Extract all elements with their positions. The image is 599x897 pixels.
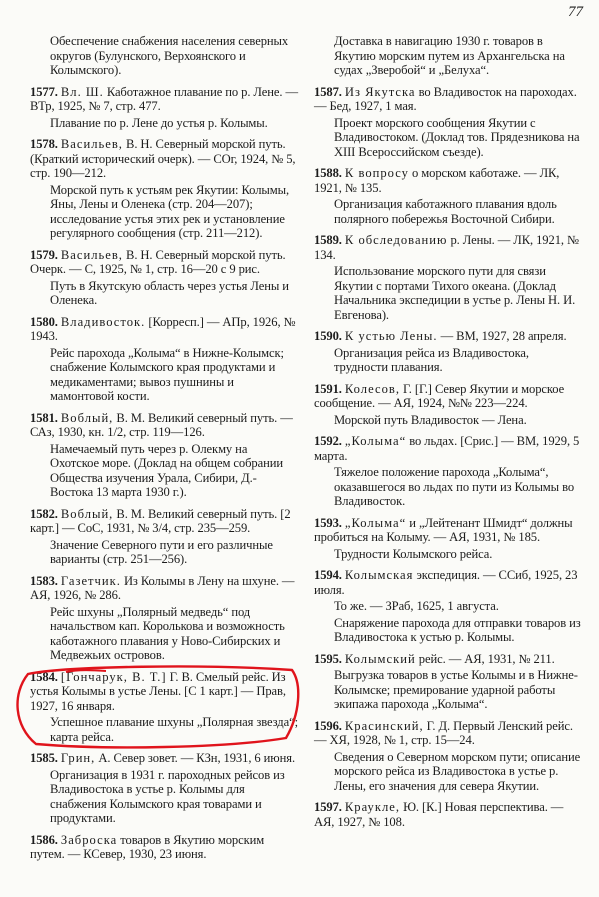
annotation-paragraph: Плавание по р. Лене до устья р. Колымы. (50, 115, 268, 130)
entry-citation: В. М. Великий северный путь. [2 карт.] — СоС, 1931, № 3/4, стр. 235—259. (30, 506, 291, 535)
entry-number: 1591. (314, 381, 342, 396)
bibliography-entry (314, 85, 584, 114)
entry-number: 1593. (314, 515, 342, 530)
entry-citation: Г. [Г.] Север Якутии и морское сообщение. — АЯ, 1924, №№ 223—224. (314, 381, 565, 410)
entry-citation: А. Север зовет. — КЗн, 1931, 6 июня. (98, 751, 295, 765)
bibliography-entry (30, 411, 298, 440)
entry-number: 1579. (30, 247, 58, 262)
annotation-paragraph: Организация в 1931 г. пароходных рейсов из Владивостока в устье р. Колымы для снабжения Колымского края товарами и продуктами. (50, 767, 285, 825)
bibliography-entry (314, 516, 584, 545)
entry-number: 1595. (314, 651, 342, 666)
entry-author: Колымская (344, 568, 414, 582)
entry-author: Владивосток. (60, 314, 146, 329)
entry-author: Воблый, (60, 506, 114, 521)
bibliography-entry (314, 166, 584, 195)
annotation-paragraph: Использование морского пути для связи Якутии с портами Тихого океана. (Доклад Начальника экспедиции в устье р. Лены Н. И. Евгенова). (334, 264, 576, 322)
entry-citation: и „Лейтенант Шмидт“ должны пробиться на Колыму. — АЯ, 1931, № 185. (314, 515, 573, 544)
right-column (314, 34, 584, 829)
entry-citation: Г. В. Смелый рейс. Из устья Колымы в устье Лены. [С 1 карт.] — Прав, 1927, 16 января. (30, 669, 286, 713)
entry-author: Вл. Ш. (60, 84, 104, 99)
bibliography-entry (30, 833, 298, 862)
entry-author: Колесов, (344, 381, 400, 396)
entry-number: 1596. (314, 718, 342, 733)
entry-author: „Колыма“ (344, 434, 407, 448)
bibliography-entry (314, 568, 584, 597)
annotation-paragraph: Рейс парохода „Колыма“ в Нижне-Колымск; снабжение Колымского края продуктами и медикаментами; вывоз пушнины и мамонтовой кости. (50, 345, 284, 403)
bibliography-entry (30, 315, 298, 344)
entry-number: 1583. (30, 573, 58, 588)
annotation-paragraph: Морской путь Владивосток — Лена. (334, 412, 527, 427)
annotation-paragraph: Значение Северного пути и его различные варианты (стр. 251—256). (50, 537, 273, 566)
entry-citation: Из Колымы в Лену на шхуне. — АЯ, 1926, № 286. (30, 573, 295, 602)
annotation-paragraph: Намечаемый путь через р. Олекму на Охотское море. (Доклад на общем собрании Общества изучения Урала, Сибири, Д.-Востока 13 марта 1930 г.). (50, 441, 284, 499)
bibliography-entry (30, 85, 298, 114)
entry-citation: В. М. Великий северный путь. — САз, 1930, кн. 1/2, стр. 119—126. (30, 410, 293, 439)
entry-author: Красинский, (344, 718, 424, 733)
entry-author: Из Якутска (344, 84, 416, 99)
entry-citation: р. Лены. — ЛК, 1921, № 134. (314, 233, 579, 262)
entry-citation: во Владивосток на пароходах. — Бед, 1927, 1 мая. (314, 84, 577, 113)
entry-number: 1592. (314, 434, 342, 448)
annotation-paragraph: Морской путь к устьям рек Якутии: Колымы, Яны, Лены и Оленека (стр. 204—207); исследование устья этих рек и установление регулярного сообщения (стр. 211—212). (50, 182, 290, 240)
entry-author: „Колыма“ (344, 515, 407, 530)
annotation-paragraph: Тяжелое положение парохода „Колыма“, оказавшегося во льдах по пути из Колымы во Владивосток. (334, 465, 575, 508)
entry-author: Грин, (60, 751, 96, 765)
entry-number: 1590. (314, 329, 342, 343)
entry-citation: Ю. [К.] Новая перспектива. — АЯ, 1927, № 108. (314, 800, 564, 829)
annotation-paragraph: Обеспечение снабжения населения северных округов (Булунского, Верхоянского и Колымского). (50, 34, 289, 77)
bibliography-entry (314, 652, 584, 667)
entry-author: Васильев, (60, 247, 123, 262)
bibliography-entry (30, 574, 298, 603)
entry-citation: о морском каботаже. — ЛК, 1921, № 135. (314, 166, 560, 195)
annotation-paragraph: То же. — ЗРаб, 1625, 1 августа. (334, 599, 499, 613)
entry-citation: Г. Д. Первый Ленский рейс. — ХЯ, 1928, № 1, стр. 15—24. (314, 718, 573, 747)
annotation-paragraph: Успешное плавание шхуны „Полярная звезда“; карта рейса. (50, 715, 298, 744)
annotation-paragraph: Выгрузка товаров в устье Колымы и в Нижне-Колымске; премирование ударной работы экипажа парохода „Колыма“. (334, 668, 578, 711)
entry-number: 1597. (314, 800, 342, 814)
bibliography-entry-highlighted (30, 670, 298, 714)
bibliography-entry (30, 507, 298, 536)
entry-number: 1577. (30, 84, 58, 99)
annotation-paragraph: Организация каботажного плавания вдоль полярного побережья Восточной Сибири. (334, 197, 557, 226)
entry-number: 1584. (30, 669, 58, 684)
entry-author: Краукле, (344, 800, 400, 814)
entry-author: Газетчик. (60, 573, 121, 588)
entry-citation: рейс. — АЯ, 1931, № 211. (418, 651, 555, 666)
entry-number: 1582. (30, 506, 58, 521)
entry-number: 1585. (30, 751, 58, 765)
entry-number: 1580. (30, 314, 58, 329)
bibliography-entry (314, 434, 584, 463)
entry-number: 1589. (314, 233, 342, 247)
entry-number: 1587. (314, 84, 342, 99)
entry-author: Васильев, (60, 137, 123, 151)
entry-number: 1578. (30, 137, 58, 151)
annotation-paragraph: Сведения о Северном морском пути; описание морского рейса из Владивостока в устье р. Лены, его значения для севера Якутии. (334, 749, 581, 793)
entry-citation: Каботажное плавание по р. Лене. — ВТр, 1925, № 7, стр. 477. (30, 84, 298, 113)
bibliography-entry (30, 137, 298, 181)
annotation-paragraph: Доставка в навигацию 1930 г. товаров в Якутию морским путем из Архангельска на судах „Зверобой“ и „Белуха“. (334, 34, 565, 77)
entry-citation: В. Н. Северный морской путь. Очерк. — С, 1925, № 1, стр. 16—20 с 9 рис. (30, 247, 286, 276)
entry-number: 1594. (314, 568, 342, 582)
annotation-paragraph: Рейс шхуны „Полярный медведь“ под начальством кап. Королькова и возможность каботажного плавания у Ново-Сибирских и Медвежьих островов. (50, 604, 285, 662)
annotation-paragraph: Трудности Колымского рейса. (334, 546, 493, 561)
left-column (30, 34, 298, 862)
entry-number: 1581. (30, 410, 58, 425)
entry-citation: В. Н. Северный морской путь. (Краткий исторический очерк). — СОг, 1924, № 5, стр. 190—212. (30, 137, 296, 180)
bibliography-entry (314, 719, 584, 748)
page-number: 77 (568, 4, 583, 20)
annotation-paragraph: Проект морского сообщения Якутии с Владивостоком. (Доклад тов. Прядезникова на XIII Всероссийском съезде). (334, 115, 580, 159)
bibliography-entry (314, 800, 584, 829)
entry-author: [Гончарук, В. Т.] (60, 669, 167, 684)
annotation-paragraph: Путь в Якутскую область через устья Лены и Оленека. (50, 278, 289, 307)
entry-citation: [Корресп.] — АПр, 1926, № 1943. (30, 314, 296, 343)
bibliography-entry (314, 382, 584, 411)
annotation-paragraph: Организация рейса из Владивостока, трудности плавания. (334, 345, 529, 374)
entry-citation: экспедиция. — ССиб, 1925, 23 июля. (314, 568, 578, 597)
bibliography-entry (314, 233, 584, 262)
entry-author: Воблый, (60, 410, 114, 425)
entry-author: Заброска (60, 832, 118, 847)
entry-citation: — ВМ, 1927, 28 апреля. (440, 329, 567, 343)
entry-citation: товаров в Якутию морским путем. — КСевер, 1930, 23 июня. (30, 832, 265, 861)
entry-author: К вопросу (344, 166, 409, 180)
entry-number: 1586. (30, 832, 58, 847)
entry-number: 1588. (314, 166, 342, 180)
bibliography-entry (314, 329, 584, 344)
entry-citation: во льдах. [Срис.] — ВМ, 1929, 5 марта. (314, 434, 580, 463)
annotation-paragraph: Снаряжение парохода для отправки товаров из Владивостока к устью р. Колымы. (334, 615, 581, 644)
entry-author: К устью Лены. (344, 329, 438, 343)
bibliography-entry (30, 248, 298, 277)
bibliography-entry (30, 751, 298, 766)
entry-author: Колымский (344, 651, 416, 666)
entry-author: К обследованию (344, 233, 448, 247)
